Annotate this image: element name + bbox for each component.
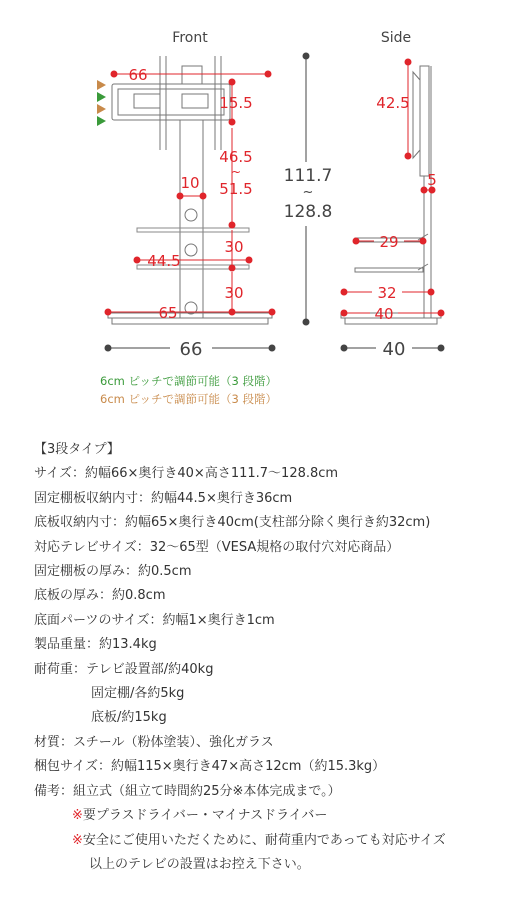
dim-front-shelf-width: 44.5 xyxy=(147,252,181,270)
spec-shelf-thickness: 固定棚板の厚み：約0.5cm xyxy=(34,564,192,580)
orange-arrow-icon xyxy=(97,80,106,90)
dim-total-height-1: 111.7 xyxy=(283,166,333,186)
spec-note-2 xyxy=(34,829,504,853)
dim-side-base-inner: 32 xyxy=(377,284,397,302)
orange-arrow-icon xyxy=(97,104,106,114)
dim-front-stand-2: 51.5 xyxy=(219,180,253,198)
dim-front-stand-1: 46.5 xyxy=(219,148,253,166)
spec-weight: 製品重量：約13.4kg xyxy=(34,637,157,653)
legend-orange: 6cm ピッチで調節可能（3 段階） xyxy=(100,392,278,406)
spec-size: サイズ：約幅66×奥行き40×高さ111.7〜128.8cm xyxy=(34,466,339,482)
legend-green: 6cm ピッチで調節可能（3 段階） xyxy=(100,374,278,388)
spec-base-inner: 底板収納内寸：約幅65×奥行き40cm(支柱部分除く奥行き約32cm) xyxy=(34,515,431,531)
spec-note-1 xyxy=(34,804,504,828)
note-1-text: 要プラスドライバー・マイナスドライバー xyxy=(82,808,328,824)
green-arrow-icon xyxy=(97,92,106,102)
spec-heading: 【3段タイプ】 xyxy=(34,442,120,457)
dim-total-height-2: 128.8 xyxy=(283,202,333,222)
spec-list xyxy=(34,438,504,877)
spec-tv-size: 対応テレビサイズ：32〜65型（VESA規格の取付穴対応商品） xyxy=(34,539,400,555)
side-title: Side xyxy=(380,30,412,46)
spec-load-base: 底板/約15kg xyxy=(91,710,167,726)
green-arrow-icon xyxy=(97,116,106,126)
dim-total-width: 66 xyxy=(179,339,203,360)
spec-remarks: 備考：組立式（組立て時間約25分※本体完成まで。） xyxy=(34,783,341,799)
dim-front-bracket: 15.5 xyxy=(219,94,253,112)
dim-side-shelf-depth: 29 xyxy=(379,233,399,251)
dim-front-shelf-gap-1: 30 xyxy=(224,238,244,256)
adjust-arrows xyxy=(97,80,106,126)
dim-side-offset: 5 xyxy=(427,171,437,189)
dim-front-offset: 10 xyxy=(180,174,200,192)
dim-front-base-width: 65 xyxy=(158,304,178,322)
dim-total-tilde: ~ xyxy=(302,185,314,200)
spec-bottom-parts: 底面パーツのサイズ：約幅1×奥行き1cm xyxy=(34,612,275,628)
front-dark-dims xyxy=(105,53,309,351)
front-pole xyxy=(180,120,203,318)
spec-base-thickness: 底板の厚み：約0.8cm xyxy=(34,588,166,604)
spec-note-2-cont: 以上のテレビの設置はお控え下さい。 xyxy=(89,856,310,872)
front-base xyxy=(108,313,272,324)
dim-front-stand-tilde: ~ xyxy=(230,165,242,179)
dim-side-bracket: 42.5 xyxy=(376,94,410,112)
note-mark: ※ xyxy=(72,832,83,848)
note-mark: ※ xyxy=(72,808,83,824)
spec-load-shelf: 固定棚/各約5kg xyxy=(91,686,185,702)
spec-fixed-shelf-inner: 固定棚板収納内寸：約幅44.5×奥行き36cm xyxy=(34,490,293,506)
dimension-diagram xyxy=(0,0,525,420)
note-2-text: 安全にご使用いただくために、耐荷重内であっても対応サイズ xyxy=(82,832,446,848)
spec-material: 材質：スチール（粉体塗装）、強化ガラス xyxy=(34,734,274,750)
spec-package: 梱包サイズ：約幅115×奥行き47×高さ12cm（約15.3kg） xyxy=(34,759,386,775)
dim-front-width-top: 66 xyxy=(128,66,148,84)
dim-side-total-depth: 40 xyxy=(382,339,406,360)
dim-front-shelf-gap-2: 30 xyxy=(224,284,244,302)
dim-side-base-depth: 40 xyxy=(374,305,394,323)
front-title: Front xyxy=(172,30,208,46)
spec-load-tv: 耐荷重：テレビ設置部/約40kg xyxy=(34,661,214,677)
